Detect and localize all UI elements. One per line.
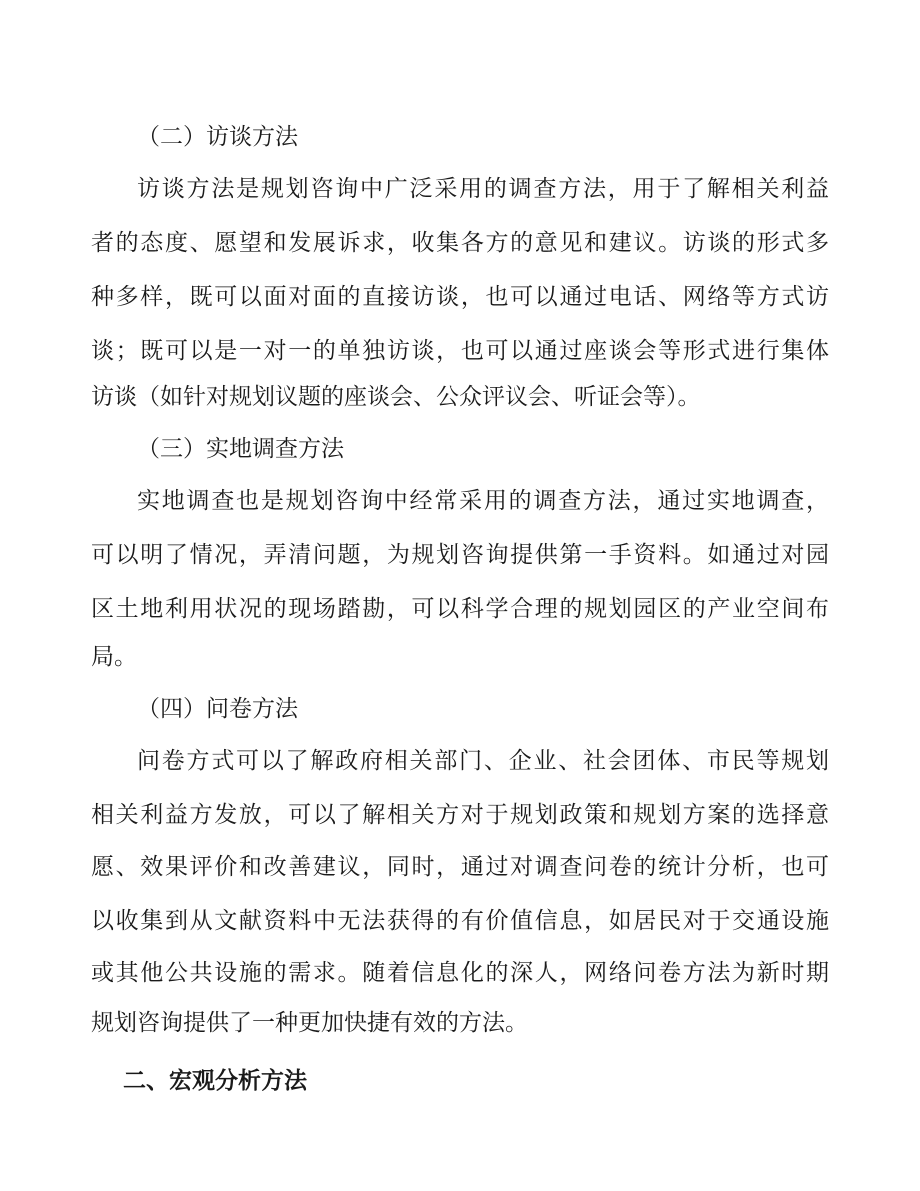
paragraph-line: 谈；既可以是一对一的单独访谈，也可以通过座谈会等形式进行集体 xyxy=(91,338,829,364)
paragraph-line: 种多样，既可以面对面的直接访谈，也可以通过电话、网络等方式访 xyxy=(91,284,829,310)
paragraph-line: 者的态度、愿望和发展诉求，收集各方的意见和建议。访谈的形式多 xyxy=(91,230,829,256)
paragraph-line: 以收集到从文献资料中无法获得的有价值信息，如居民对于交通设施 xyxy=(91,908,829,934)
paragraph-line: 局。 xyxy=(91,644,137,670)
paragraph-line: 问卷方式可以了解政府相关部门、企业、社会团体、市民等规划 xyxy=(137,748,829,774)
paragraph-line: 相关利益方发放，可以了解相关方对于规划政策和规划方案的选择意 xyxy=(91,802,829,828)
paragraph-line: 或其他公共设施的需求。随着信息化的深人，网络问卷方法为新时期 xyxy=(91,960,829,986)
paragraph-line: 实地调查也是规划咨询中经常采用的调查方法，通过实地调查， xyxy=(137,488,829,514)
paragraph-line: 可以明了情况，弄清问题，为规划咨询提供第一手资料。如通过对园 xyxy=(91,542,829,568)
paragraph-line: 区土地利用状况的现场踏勘，可以科学合理的规划园区的产业空间布 xyxy=(91,596,829,622)
subsection-heading-field-survey: （三）实地调查方法 xyxy=(137,436,344,462)
paragraph-line: 访谈方法是规划咨询中广泛采用的调查方法，用于了解相关利益 xyxy=(137,176,829,202)
section-heading-macro-analysis: 二、宏观分析方法 xyxy=(123,1068,307,1094)
subsection-heading-questionnaire: （四）问卷方法 xyxy=(137,696,298,722)
paragraph-line: 访谈（如针对规划议题的座谈会、公众评议会、听证会等）。 xyxy=(91,384,701,410)
paragraph-line: 愿、效果评价和改善建议，同时，通过对调查问卷的统计分析，也可 xyxy=(91,854,829,880)
paragraph-line: 规划咨询提供了一种更加快捷有效的方法。 xyxy=(91,1010,528,1036)
subsection-heading-interview: （二）访谈方法 xyxy=(137,124,298,150)
